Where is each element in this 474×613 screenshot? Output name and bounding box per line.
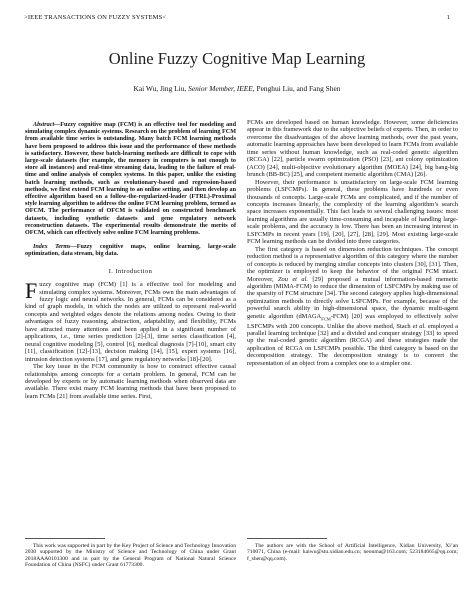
index-terms xyxy=(25,244,236,258)
funding-footnote xyxy=(25,543,236,568)
para3-subscript: FCM xyxy=(321,316,331,322)
abstract-label: Abstract xyxy=(33,122,55,128)
intro-paragraph-1 xyxy=(25,278,236,363)
para3-part-a: The first category is based on dimension reduction techniques. The concept reduction method is a representative algorithm of this category where the number of concepts is reduced by merging similar concepts into clusters [30], [31]. Then, the optimizer is employed to keep the behavior of the original FCM intact. Moreover, xyxy=(247,245,458,283)
para3-citation-2: et al. xyxy=(412,322,426,330)
author-line xyxy=(0,84,474,93)
affiliation-footnote-text: The authors are with the School of Artificial Intelligence, Xidian University, Xi’an 710071, China (e-mail: kaiwu@stu.xidian.edu.cn; neouma@163.com; 523184665@qq.com; f_shen@qq.com). xyxy=(247,543,458,562)
author-role: Senior Member, IEEE xyxy=(188,84,253,93)
section-heading-introduction: I. Introduction xyxy=(108,267,153,275)
author-names-prefix: Kai Wu, Jing Liu, xyxy=(133,84,189,93)
right-paragraph-1: FCMs are developed based on human knowledge. However, some deficiencies appear in this framework due to the subjective beliefs of experts. Then, in order to overcome the disadvantages of the above learning methods, over the past years, automatic learning approaches have been developed to learn FCMs from available time series without human knowledge, such as real-coded genetic algorithm (RCGA) [22], particle swarm optimization (PSO) [23], ant colony optimization (ACO) [24], multi-objective evolutionary algorithm (MOEA) [24], big bang-big brunch (BB-BC) [25], and competent memetic algorithm (CMA) [26]. xyxy=(247,119,458,179)
index-terms-text: —Fuzzy cognitive maps, online learning, large-scale optimization, data stream, big data. xyxy=(25,244,236,258)
paper-title: Online Fuzzy Cognitive Map Learning xyxy=(108,49,366,68)
page-number: 1 xyxy=(446,14,450,21)
para3-part-c: -FCM) [20] was employed to effectively solve LSFCMPs with 200 concepts. Unlike the above method, Stach xyxy=(247,312,458,330)
para3-part-d: employed a parallel learning technique [32] and a divided and conquer strategy [33] to speed up the real-coded genetic algorithm (RCGA) and these strategies made the application of RCGA on LSFCMPs possible. The third category is based on the decomposition strategy. The decomposition strategy is to convert the representation of an object from a complex one to a simpler one. xyxy=(247,322,458,367)
funding-footnote-text: This work was supported in part by the Key Project of Science and Technology Innovation 2030 supported by the Ministry of Science and Technology of China under Grant 2018AAA0101300 and in part by the General Program of National Natural Science Foundation of China (NSFC) under Grant 61773300. xyxy=(25,543,237,568)
para3-part-b: [29] proposed a mutual information-based memetic algorithm (MIMA-FCM) to reduce the dimension of LSFCMPs by making use of the sparsity of FCM structure [34]. The second category applies high-dimensional optimization methods to directly solve LSFCMPs. For example, because of the powerful search ability in high-dimensional space, the dynamic multi-agent genetic algorithm (dMAGA xyxy=(247,275,458,320)
journal-name: >IEEE TRANSACTIONS ON FUZZY SYSTEMS< xyxy=(24,14,167,21)
left-column xyxy=(25,122,236,400)
intro-paragraph-2: The key issue in the FCM community is how to construct effective causal relationships among concepts for a certain problem. In general, FCM can be developed by experts or by automatic learning methods when observed data are available. There exist many FCM learning methods that have been proposed to learn FCMs [21] from available time series. First, xyxy=(25,363,236,400)
footnote-divider-right xyxy=(247,538,327,539)
footnote-divider-left xyxy=(25,538,105,539)
right-paragraph-3 xyxy=(247,246,458,368)
affiliation-footnote xyxy=(247,543,458,562)
drop-cap: F xyxy=(25,278,38,304)
author-names-suffix: , Penghui Liu, and Fang Shen xyxy=(252,84,341,93)
abstract xyxy=(25,122,236,237)
running-header xyxy=(24,14,450,21)
index-terms-label: Index Terms xyxy=(33,244,71,251)
right-paragraph-2: However, their performance is unsatisfactory on large-scale FCM learning problems (LSFCMPs). In general, these problems have hundreds or even thousands of concepts. Large-scale FCMs are complicated, and if the number of concepts increases linearly, the complexity of the learning algorithm’s search space increases exponentially. This fact leads to several challenging issues: most learning algorithms are usually time-consuming and incapable of handling large-scale problems, and the accuracy is low. There has been an increasing interest in LSFCMPs in recent years [19], [20], [27], [28], [29]. Most existing large-scale FCM learning methods can be divided into three categories. xyxy=(247,178,458,246)
right-column xyxy=(247,119,458,367)
para3-citation: Zou et al. xyxy=(277,275,308,283)
abstract-text: —Fuzzy cognitive map (FCM) is an effective tool for modeling and simulating complex dynamic systems. Research on the problem of learning FCM from available time series is outstanding. Many batch FCM learning methods have been proposed to address this issue and the performance of these methods is satisfactory. However, these batch-learning methods are difficult to cope with large-scale datasets (for example, the memory in computers is not enough to store all instances) and real-time streaming data, leading to the failure of real-time and online analysis of complex systems. In this paper, unlike the existing batch learning methods, such as evolutionary-based and regression-based methods, we first extend FCM learning to an online setting, and then develop an effective algorithm based on a follow-the-regularized-leader (FTRL)-Proximal style learning algorithm to address the online FCM learning problem, termed as OFCM. The performance of OFCM is validated on constructed benchmark datasets, including synthetic datasets and gene regulatory network reconstruction datasets. The experimental results demonstrate the merits of OFCM, which can effectively solve online FCM learning problems. xyxy=(25,122,236,237)
intro-paragraph-1-text: uzzy cognitive map (FCM) [1] is a effective tool for modeling and simulating complex systems. Moreover, FCMs own the main advantages of fuzzy logic and neural networks. In general, FCMs can be considered as a kind of graph models, in which the nodes are utilized to represent real-world concepts and weighted edges denote the relations among nodes. Owing to their advantages of fuzzy reasoning, abstraction, adaptability, and flexibility, FCMs have attracted many attentions and been applied in a significant number of applications, i.e., time series prediction [2]-[3], time series classification [4], neural cognitive modeling [5], control [6], medical diagnosis [7]-[10], smart city [11], classification [12]-[13], decision making [14], [15], expert systems [16], intrusion detection systems [17], and gene regulatory networks [18]-[20]. xyxy=(25,281,236,363)
